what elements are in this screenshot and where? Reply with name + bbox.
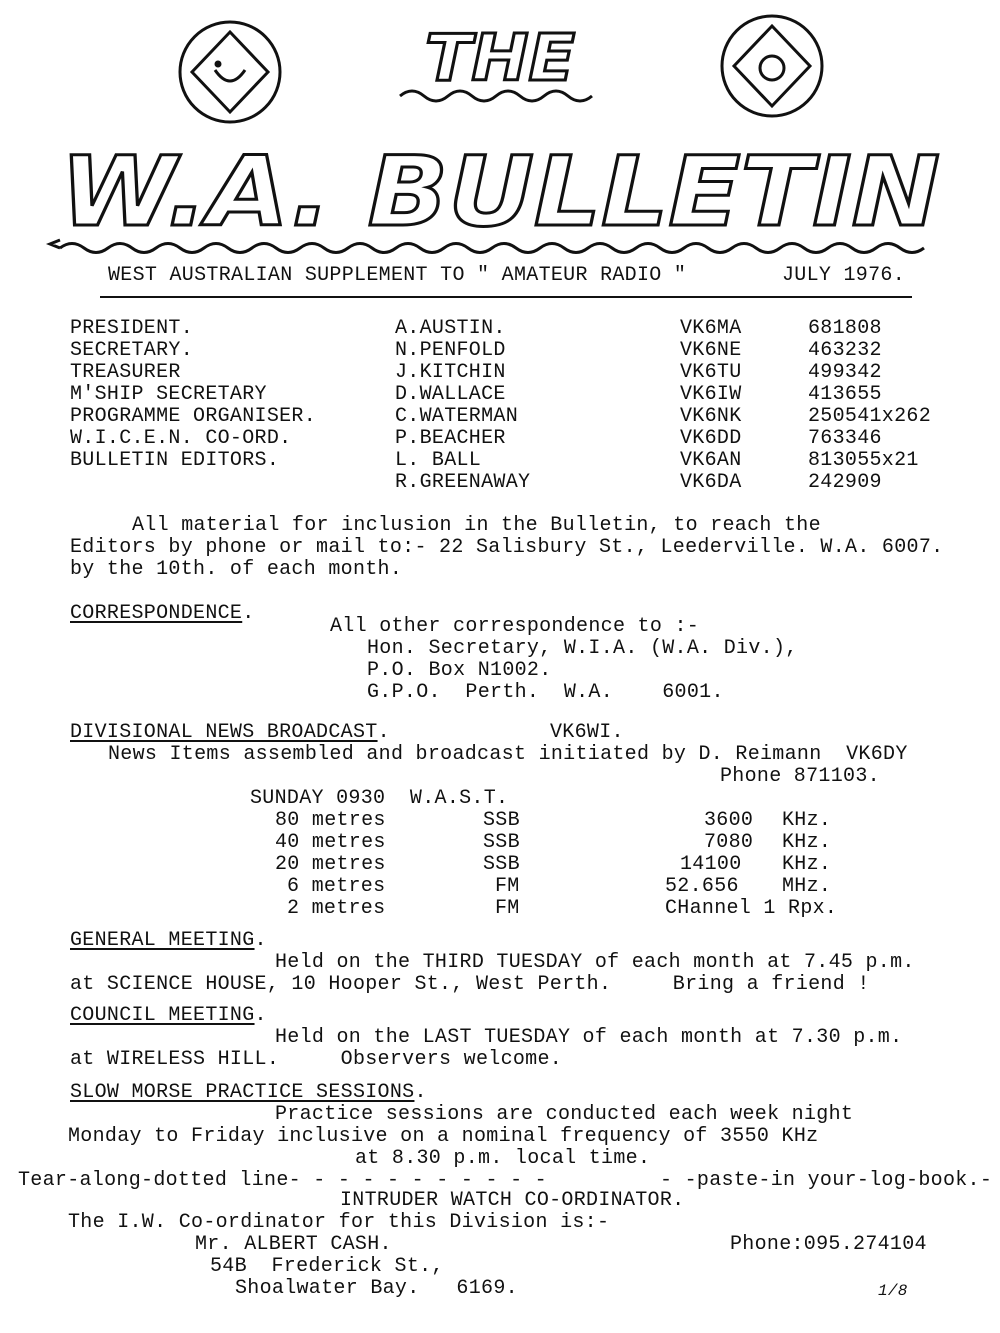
- intruder-address: 54B Frederick St.,: [210, 1255, 444, 1278]
- schedule-unit: KHz.: [782, 853, 832, 876]
- general-line: Held on the THIRD TUESDAY of each month at 7.45 p.m.: [275, 951, 915, 974]
- broadcast-phone: Phone 871103.: [720, 765, 880, 788]
- morse-heading: SLOW MORSE PRACTICE SESSIONS.: [70, 1081, 427, 1104]
- intro-line: Editors by phone or mail to:- 22 Salisbury St., Leederville. W.A. 6007.: [70, 536, 944, 559]
- intro-line: All material for inclusion in the Bulletin, to reach the: [132, 514, 821, 537]
- officer-call: VK6DD: [680, 427, 742, 450]
- officer-name: C.WATERMAN: [395, 405, 519, 428]
- masthead-title: W.A. BULLETIN: [60, 136, 940, 248]
- officer-phone: 413655: [808, 383, 882, 406]
- morse-line: at 8.30 p.m. local time.: [355, 1147, 651, 1170]
- morse-line: Monday to Friday inclusive on a nominal frequency of 3550 KHz: [68, 1125, 819, 1148]
- issue-date: JULY 1976.: [782, 264, 906, 287]
- general-heading: GENERAL MEETING.: [70, 929, 267, 952]
- officer-phone: 499342: [808, 361, 882, 384]
- officer-role: BULLETIN EDITORS.: [70, 449, 280, 472]
- schedule-mode: SSB: [483, 853, 520, 876]
- intruder-phone: Phone:095.274104: [730, 1233, 927, 1256]
- officer-name: R.GREENAWAY: [395, 471, 531, 494]
- schedule-mode: SSB: [483, 809, 520, 832]
- left-emblem-icon: [180, 22, 280, 122]
- officer-call: VK6NK: [680, 405, 742, 428]
- schedule-band: 80 metres: [275, 809, 386, 832]
- intruder-line: The I.W. Co-ordinator for this Division is:-: [68, 1211, 610, 1234]
- correspondence-line: Hon. Secretary, W.I.A. (W.A. Div.),: [367, 637, 798, 660]
- schedule-mode: FM: [495, 875, 520, 898]
- subtitle-rule: [100, 296, 912, 298]
- intruder-name: Mr. ALBERT CASH.: [195, 1233, 392, 1256]
- officer-call: VK6AN: [680, 449, 742, 472]
- tear-line-left: Tear-along-dotted line- - - - - - - - - - -: [18, 1169, 547, 1192]
- officer-name: J.KITCHIN: [395, 361, 506, 384]
- officer-phone: 813055x21: [808, 449, 919, 472]
- officer-role: TREASURER: [70, 361, 181, 384]
- schedule-unit: MHz.: [782, 875, 832, 898]
- intruder-address: Shoalwater Bay. 6169.: [235, 1277, 518, 1300]
- officer-role: W.I.C.E.N. CO-ORD.: [70, 427, 292, 450]
- officer-name: L. BALL: [395, 449, 482, 472]
- officer-call: VK6NE: [680, 339, 742, 362]
- officer-phone: 250541x262: [808, 405, 932, 428]
- schedule-band: 2 metres: [287, 897, 386, 920]
- schedule-band: 6 metres: [287, 875, 386, 898]
- officer-phone: 242909: [808, 471, 882, 494]
- officer-name: N.PENFOLD: [395, 339, 506, 362]
- general-line: at SCIENCE HOUSE, 10 Hooper St., West Perth. Bring a friend !: [70, 973, 870, 996]
- schedule-band: 40 metres: [275, 831, 386, 854]
- schedule-freq: 7080: [704, 831, 754, 854]
- right-emblem-icon: [722, 16, 822, 116]
- officer-role: PRESIDENT.: [70, 317, 194, 340]
- broadcast-heading: DIVISIONAL NEWS BROADCAST.: [70, 721, 390, 744]
- schedule-freq: 52.656: [665, 875, 739, 898]
- schedule-band: 20 metres: [275, 853, 386, 876]
- officer-phone: 763346: [808, 427, 882, 450]
- correspondence-line: G.P.O. Perth. W.A. 6001.: [367, 681, 724, 704]
- council-line: Held on the LAST TUESDAY of each month at 7.30 p.m.: [275, 1026, 903, 1049]
- schedule-freq: 3600: [704, 809, 754, 832]
- masthead-the: THE: [425, 22, 575, 96]
- broadcast-line: News Items assembled and broadcast initiated by D. Reimann VK6DY: [108, 743, 908, 766]
- officer-name: A.AUSTIN.: [395, 317, 506, 340]
- broadcast-call: VK6WI.: [550, 721, 624, 744]
- intruder-heading: INTRUDER WATCH CO-ORDINATOR.: [340, 1189, 685, 1212]
- morse-line: Practice sessions are conducted each week night: [275, 1103, 854, 1126]
- schedule-freq: 14100: [680, 853, 742, 876]
- officer-name: P.BEACHER: [395, 427, 506, 450]
- schedule-unit: KHz.: [782, 831, 832, 854]
- schedule-freq: CHannel 1 Rpx.: [665, 897, 838, 920]
- officer-phone: 681808: [808, 317, 882, 340]
- correspondence-line: All other correspondence to :-: [330, 615, 700, 638]
- officer-call: VK6IW: [680, 383, 742, 406]
- council-heading: COUNCIL MEETING.: [70, 1004, 267, 1027]
- council-line: at WIRELESS HILL. Observers welcome.: [70, 1048, 563, 1071]
- schedule-mode: SSB: [483, 831, 520, 854]
- officer-call: VK6MA: [680, 317, 742, 340]
- officer-call: VK6TU: [680, 361, 742, 384]
- schedule-unit: KHz.: [782, 809, 832, 832]
- schedule-label: SUNDAY 0930 W.A.S.T.: [250, 787, 509, 810]
- schedule-mode: FM: [495, 897, 520, 920]
- correspondence-line: P.O. Box N1002.: [367, 659, 552, 682]
- officer-name: D.WALLACE: [395, 383, 506, 406]
- subtitle: WEST AUSTRALIAN SUPPLEMENT TO " AMATEUR RADIO ": [108, 264, 687, 287]
- masthead: [0, 0, 1000, 260]
- correspondence-heading: CORRESPONDENCE.: [70, 602, 255, 625]
- intro-line: by the 10th. of each month.: [70, 558, 403, 581]
- officer-role: PROGRAMME ORGANISER.: [70, 405, 317, 428]
- officer-role: SECRETARY.: [70, 339, 194, 362]
- officer-role: M'SHIP SECRETARY: [70, 383, 267, 406]
- officer-call: VK6DA: [680, 471, 742, 494]
- officer-phone: 463232: [808, 339, 882, 362]
- tear-line-right: - -paste-in your-log-book.-: [660, 1169, 993, 1192]
- page-mark: 1/8: [878, 1282, 908, 1300]
